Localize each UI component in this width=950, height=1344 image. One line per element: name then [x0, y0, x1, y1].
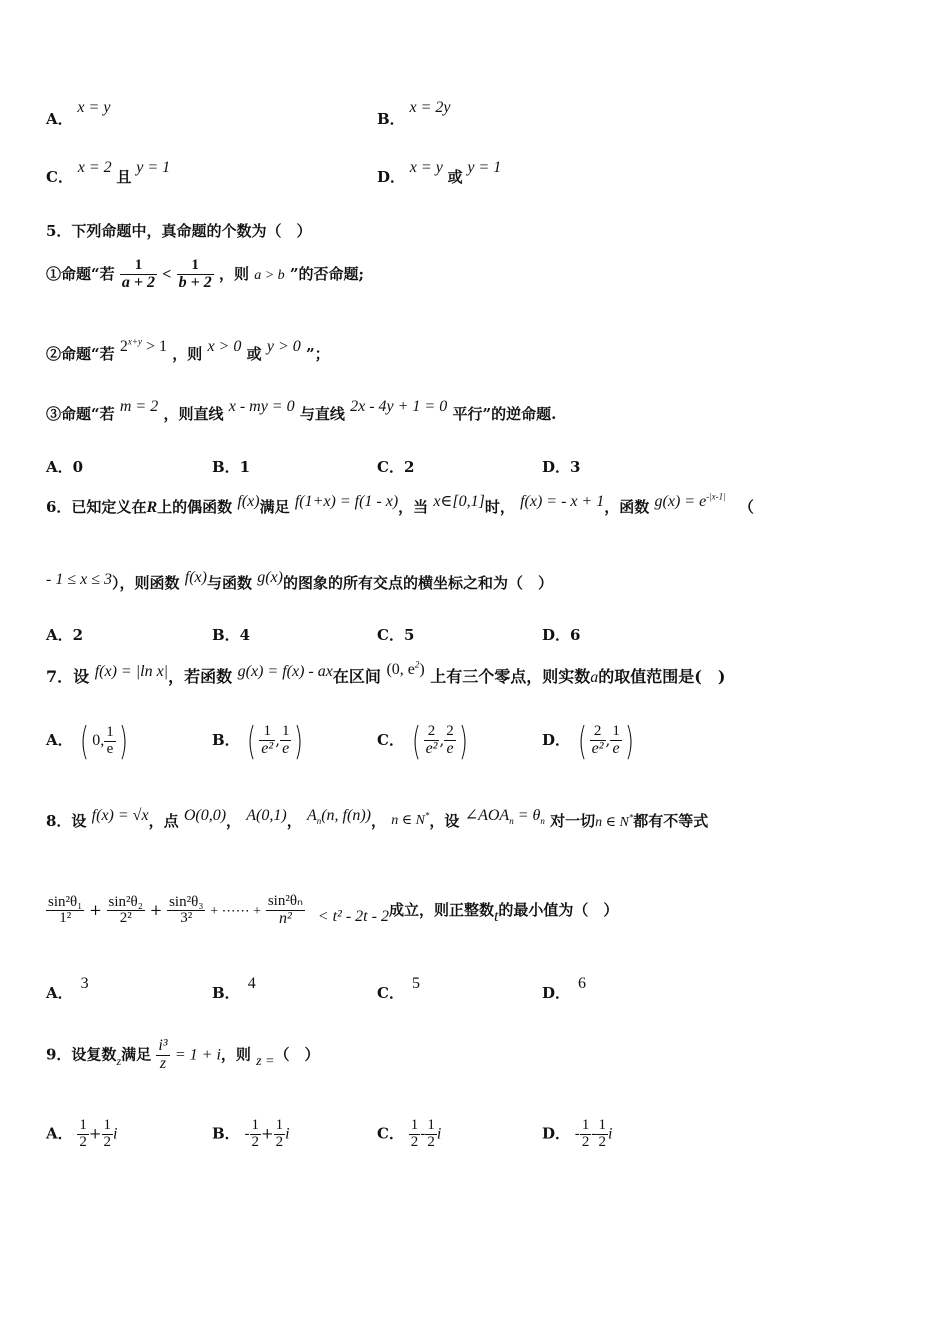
option-label: B． [212, 1124, 240, 1143]
numerator: 1 [581, 1117, 590, 1133]
text: 满足 [121, 1045, 152, 1064]
denominator: e [612, 739, 620, 757]
subscript: n [540, 816, 545, 827]
expr: > 1 [145, 338, 167, 355]
expr: x > 0 [207, 338, 242, 355]
q7-option-b[interactable]: B． ( $\frac{1}{\text{e²}}$ , $\frac{1}{e}$ ) [212, 719, 304, 763]
option-expr: x = y [409, 159, 443, 176]
option-label: C． [377, 984, 404, 1002]
option-label: C． [377, 1124, 404, 1143]
q4-option-b[interactable] [377, 99, 451, 129]
text: ，则直线 [163, 405, 224, 423]
numerator: 1 [120, 258, 157, 275]
text: 上的偶函数 [157, 498, 233, 516]
q8-option-a[interactable] [46, 975, 89, 1003]
text: ，函数 [604, 498, 650, 516]
fraction [46, 895, 84, 928]
expr: f(1+x) = f(1 - x) [294, 493, 399, 510]
exponent: 2 [414, 659, 420, 670]
numerator: 1 [410, 1117, 419, 1133]
imag-unit: i [436, 1125, 442, 1143]
denominator: 2 [427, 1133, 435, 1150]
option-label: D． [542, 1124, 571, 1143]
denominator: e² [261, 739, 274, 757]
expr: z [116, 1054, 122, 1069]
numerator: 1 [106, 723, 114, 740]
text: ，若函数 [168, 667, 233, 686]
numerator: 1 [281, 723, 290, 740]
q4-option-c[interactable] [46, 159, 171, 187]
text: ，则 [220, 1045, 251, 1064]
op: + [261, 1124, 274, 1143]
op: + [88, 1124, 102, 1143]
expr: n ∈ N [391, 813, 425, 828]
imag-unit: i [607, 1125, 613, 1143]
option-expr: x = y [77, 99, 111, 116]
text: ，当 [398, 498, 429, 516]
q6-option-b[interactable]: B．4 [212, 626, 251, 644]
numerator: 2 [590, 724, 606, 741]
text: 的取值范围是( ) [598, 667, 726, 686]
op: - [420, 1124, 426, 1143]
text: 在区间 [332, 667, 381, 686]
q7-stem [46, 659, 726, 687]
text: ②命题“若 [46, 345, 115, 363]
imag-unit: i [285, 1125, 290, 1143]
expr: < t² - 2t - 2 [317, 907, 389, 925]
option-label: D． [542, 984, 571, 1002]
q5-option-b[interactable]: B．1 [212, 458, 251, 476]
q6-option-d[interactable]: D．6 [542, 626, 581, 644]
expr: y > 0 [266, 338, 301, 355]
numerator: 1 [79, 1117, 87, 1133]
option-label: B． [212, 731, 240, 749]
denominator: n² [279, 909, 292, 927]
denominator: e² [425, 739, 438, 757]
expr: g(x) = e [654, 493, 707, 510]
superscript: * [628, 812, 634, 823]
q6-option-a[interactable]: A．2 [46, 626, 84, 644]
text: ③命题“若 [46, 405, 115, 423]
expr: n ∈ N [595, 815, 629, 830]
expr: ) [419, 661, 425, 678]
q9-option-d[interactable] [542, 1118, 612, 1151]
text: 6．已知定义在 [46, 498, 147, 516]
denominator: 2² [119, 910, 132, 927]
q5-statement-2 [46, 336, 330, 364]
q7-option-c[interactable]: C． ( $\frac{2}{\text{e²}}$ , $\frac{2}{e}$ ) [377, 719, 468, 763]
imag-unit: i [113, 1125, 118, 1143]
option-value: 6 [578, 975, 587, 992]
numerator: 1 [598, 1117, 606, 1133]
q8-option-b[interactable] [212, 975, 256, 1003]
q6-option-c[interactable]: C．5 [377, 626, 415, 644]
text: 9．设复数 [46, 1045, 117, 1064]
numerator: sin²θₙ [267, 893, 304, 909]
text: ”； [305, 345, 330, 363]
q6-stem-line1 [46, 491, 754, 517]
text: 的图象的所有交点的横坐标之和为（ ） [282, 574, 553, 592]
text: ，设 [429, 812, 460, 830]
text: 与函数 [206, 574, 252, 592]
numerator: 1 [103, 1117, 111, 1133]
q6-stem-line2 [46, 569, 553, 593]
numerator: 1 [251, 1117, 260, 1133]
q8-option-c[interactable] [377, 975, 420, 1003]
q7-option-d[interactable]: D． ( $\frac{2}{\text{e²}}$ , $\frac{1}{e}$ ) [542, 719, 634, 763]
numerator: 2 [424, 724, 440, 741]
expr: O(0,0) [183, 807, 227, 824]
denominator: 2 [275, 1133, 284, 1150]
q5-option-d[interactable]: D．3 [542, 458, 581, 476]
numerator: 1 [259, 724, 275, 741]
q9-option-a[interactable] [46, 1118, 117, 1151]
q9-option-b[interactable] [212, 1118, 290, 1151]
denominator: e [282, 739, 290, 757]
option-label: C． [377, 731, 404, 749]
text: 8．设 [46, 812, 87, 830]
superscript: * [424, 810, 430, 821]
text: 满足 [259, 498, 290, 516]
option-label: D． [377, 168, 406, 186]
expr: + ⋯⋯ + [210, 903, 262, 919]
text: 或 [246, 345, 262, 363]
fraction [266, 894, 305, 928]
text: 上有三个零点，则实数 [430, 667, 591, 686]
text: ，则 [172, 345, 203, 363]
numerator: sin²θ₃ [169, 893, 204, 910]
option-label: B． [377, 110, 405, 128]
fraction [120, 258, 157, 292]
fraction [167, 895, 205, 928]
expr: f(x) = √x [91, 807, 149, 824]
expr: R [146, 499, 158, 516]
option-value: 3 [80, 975, 89, 992]
exponent: -|x-1| [706, 491, 726, 502]
subscript: n [316, 816, 322, 827]
text: （ ） [274, 1045, 320, 1064]
expr: 0, [92, 732, 105, 749]
q5-statement-3 [46, 398, 557, 424]
option-expr: x = 2 [77, 159, 112, 176]
expr: (0, e [386, 661, 415, 678]
option-expr: y = 1 [467, 159, 502, 176]
expr: m = 2 [119, 398, 159, 415]
denominator: a + 2 [121, 273, 155, 291]
sign: - [574, 1124, 580, 1143]
fraction [177, 258, 214, 292]
q4-option-d[interactable] [377, 159, 502, 187]
q8-stem-line2: $\frac{\text{sin²θ₁}}{\text{1²}}$ + $\frac{\text{sin²θ₂}}{\text{2²}}$ + $\frac{\text{sin²θ₃}}{\text{3²}}$ + ⋯⋯ + $\frac{\text{sin²θₙ}}{\text{n²}}$ < t² - 2t - 2成立，则正整数t的最小值为（ ） [48, 893, 619, 927]
text: ，则 [218, 264, 249, 283]
fraction [156, 1038, 169, 1073]
text: 平行”的逆命题. [452, 405, 557, 423]
text: 7．设 [46, 667, 90, 686]
option-label: A． [46, 1124, 73, 1143]
q9-option-c[interactable] [377, 1118, 441, 1151]
expr: a > b [254, 267, 285, 283]
expr: = 1 + i [174, 1046, 221, 1064]
expr: 2x - 4y + 1 = 0 [350, 398, 448, 415]
text: 都有不等式 [633, 812, 709, 830]
denominator: 2 [598, 1133, 606, 1150]
option-label: A． [46, 731, 73, 749]
option-conj: 或 [447, 168, 463, 186]
option-conj: 且 [116, 168, 132, 186]
sign: - [244, 1124, 250, 1143]
denominator: 2 [410, 1133, 419, 1150]
numerator: sin²θ₁ [48, 893, 83, 910]
option-label: D． [542, 731, 571, 749]
base: 2 [119, 338, 128, 355]
text: 时， [484, 498, 515, 516]
text: （ [738, 498, 754, 516]
denominator: 2 [251, 1133, 260, 1150]
option-label: C． [46, 168, 73, 186]
option-value: 5 [411, 975, 420, 992]
q8-stem-line1: 8．设 f(x) = √x，点 O(0,0)， A(0,1)， $A_n(n$, f(n))， n ∈ N*，设 $\angle AOA_n = \theta_n$ 对一切n ∈ N*都有不等式 [46, 807, 709, 830]
fraction [107, 895, 145, 928]
text: 对一切 [550, 812, 596, 830]
option-label: A． [46, 110, 73, 128]
expr: t [493, 907, 499, 925]
expr: f(x) [184, 569, 207, 586]
text: 与直线 [299, 405, 345, 423]
text: ，点 [148, 812, 179, 830]
expr: (n, f(n)) [321, 807, 371, 824]
denominator: e [106, 740, 114, 757]
expr: f(x) = |ln x| [94, 663, 169, 680]
numerator: 1 [275, 1117, 284, 1133]
denominator: e² [591, 739, 604, 757]
expr: g(x) = f(x) - ax [237, 663, 333, 680]
option-label: B． [212, 984, 240, 1002]
q4-option-a[interactable] [46, 99, 111, 129]
subscript: n [509, 816, 514, 827]
numerator: 1 [612, 723, 620, 740]
option-label: A． [46, 984, 73, 1002]
option-value: 4 [247, 975, 256, 992]
denominator: 3² [180, 910, 193, 927]
q5-option-a[interactable]: A．0 [46, 458, 84, 476]
numerator: 2 [446, 723, 454, 740]
expr: - 1 ≤ x ≤ 3 [46, 571, 112, 588]
text: ），则函数 [112, 574, 180, 592]
expr: = θ [517, 807, 541, 824]
denominator: 2 [79, 1133, 87, 1150]
text: 的最小值为（ ） [498, 900, 619, 919]
numerator: 1 [177, 258, 214, 275]
q5-stem: 5．下列命题中，真命题的个数为（ ） [46, 222, 312, 240]
denominator: z [159, 1054, 167, 1072]
option-expr: y = 1 [136, 159, 171, 176]
op: - [591, 1124, 597, 1143]
option-expr: x = 2y [409, 99, 451, 116]
text: 成立，则正整数 [388, 900, 494, 919]
q9-stem [46, 1038, 320, 1073]
expr: A [306, 807, 317, 824]
op: < [162, 265, 172, 283]
text: ①命题“若 [46, 264, 115, 283]
expr: ∠AOA [464, 807, 510, 824]
denominator: e [446, 739, 454, 757]
q8-option-d[interactable] [542, 975, 587, 1003]
denominator: 2 [103, 1133, 111, 1150]
expr: A(0,1) [246, 807, 287, 824]
expr: a [590, 669, 599, 686]
q5-option-c[interactable]: C．2 [377, 458, 415, 476]
q5-statement-1 [46, 258, 364, 292]
expr: z = [256, 1054, 275, 1070]
expr: x∈[0,1] [433, 493, 485, 510]
denominator: 2 [581, 1133, 590, 1150]
numerator: i³ [158, 1037, 168, 1054]
expr: f(x) [237, 493, 260, 510]
numerator: sin²θ₂ [108, 893, 143, 910]
expr: g(x) [257, 569, 283, 586]
exponent: x+y [127, 336, 142, 347]
denominator: b + 2 [178, 273, 212, 291]
q7-option-a[interactable]: A． ( 0, $\frac{1}{e}$ ) [46, 719, 128, 763]
text: ”的否命题; [289, 264, 365, 283]
expr: x - my = 0 [228, 398, 295, 415]
denominator: 1² [59, 910, 72, 927]
expr: f(x) = - x + 1 [520, 493, 605, 510]
numerator: 1 [427, 1117, 435, 1133]
